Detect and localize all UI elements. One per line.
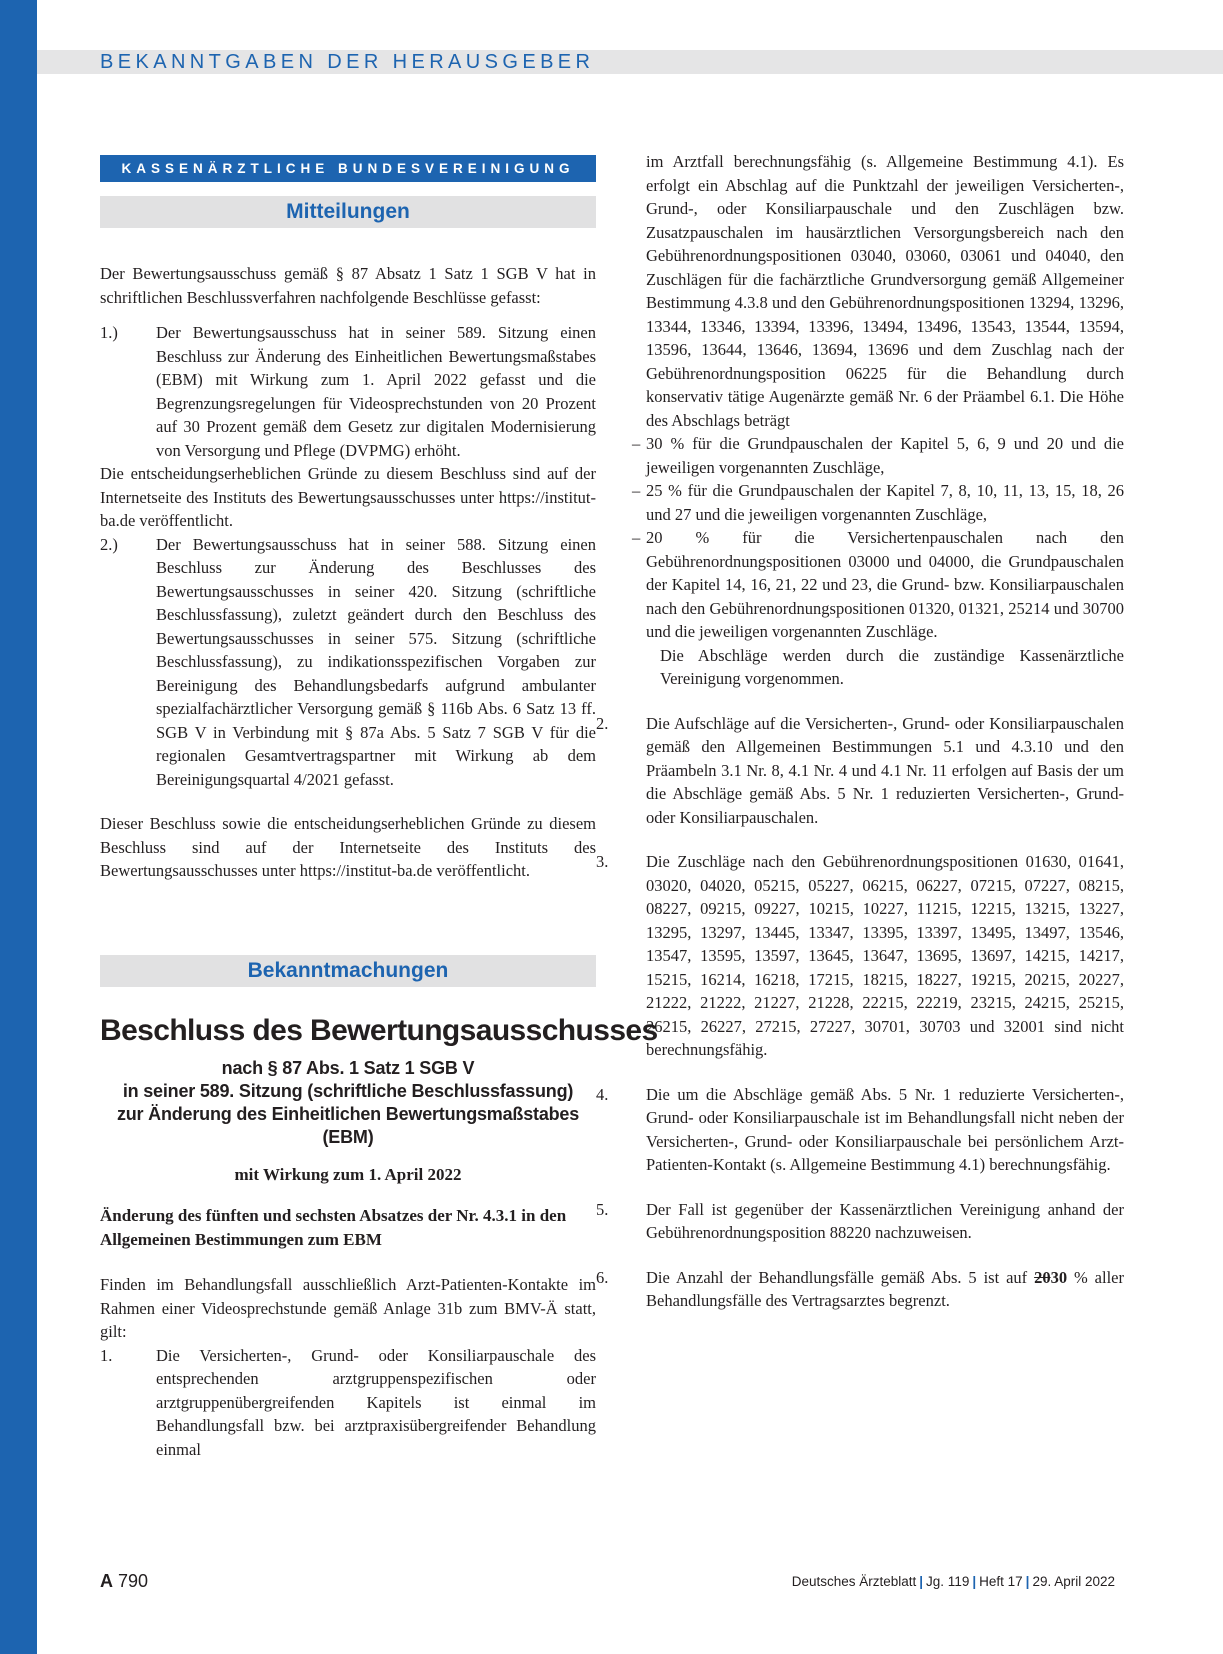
point-number: 1. (100, 1345, 113, 1365)
page-prefix: A (100, 1571, 113, 1591)
item-number: 1.) (100, 323, 118, 342)
point-5 (596, 1198, 1124, 1245)
subtitle-line-2: in seiner 589. Sitzung (schriftliche Beschlussfassung) (122, 1080, 574, 1101)
point-4 (596, 1083, 1124, 1177)
dash-text: 20 % für die Versichertenpauschalen nach den Gebührenordnungspositionen 03000 und 04000, die Grundpauschalen der Kapitel 14, 16, 21, 22 und 23, die Grund- bzw. Konsiliarpauschalen nach den Gebührenordnungspositionen 01320, 01321, 25214 und 30700 und die jeweiligen vorgenannten Zuschläge. (646, 528, 1124, 641)
point-text: Die Aufschläge auf die Versicherten-, Grund- oder Konsiliarpauschalen gemäß den Allgemeinen Bestimmungen 5.1 und 4.3.10 und den Präambeln 3.1 Nr. 8, 4.1 Nr. 4 und 4.1 Nr. 11 erfolgen auf Basis der um die Abschläge gemäß Abs. 5 Nr. 1 reduzierten Versicherten-, Grund- oder Konsiliarpauschalen. (646, 713, 1124, 827)
journal-date: 29. April 2022 (1032, 1574, 1115, 1589)
point-6-struck-value: 20 (1034, 1267, 1051, 1287)
point-text: Die Versicherten-, Grund- oder Konsiliarpauschale des entsprechenden arztgruppenspezifischen oder arztgruppenübergreifenden Kapitels ist einmal im Behandlungsfall bzw. bei arztpraxisübergreifender Behandlung einmal (156, 1345, 596, 1459)
point-number: 5. (596, 1199, 609, 1219)
mitteilungen-closing: Dieser Beschluss sowie die entscheidungserheblichen Gründe zu diesem Beschluss sind auf der Internetseite des Instituts des Bewertungsausschusses unter https://institut-ba.de veröffentlicht. (100, 814, 596, 880)
page-number (100, 1571, 148, 1592)
aenderung-heading: Änderung des fünften und sechsten Absatzes der Nr. 4.3.1 in den Allgemeinen Bestimmungen zum EBM (100, 1206, 567, 1249)
dash-mark: – (632, 481, 641, 500)
right-column (596, 150, 1124, 1313)
mitteilung-item-2 (100, 533, 596, 792)
item-text: Der Bewertungsausschuss hat in seiner 589. Sitzung einen Beschluss zur Änderung des Einheitlichen Bewertungsmaßstabes (EBM) mit Wirkung zum 1. April 2022 gefasst und die Begrenzungsregelungen für Videosprechstunden von 20 Prozent auf 30 Prozent gemäß dem Gesetz zur digitalen Modernisierung von Versorgung und Pflege (DVPMG) erhöht. (156, 323, 596, 460)
dash-mark: – (632, 528, 641, 547)
point-text: Der Fall ist gegenüber der Kassenärztlichen Vereinigung anhand der Gebührenordnungsposition 88220 nachzuweisen. (646, 1199, 1124, 1242)
point-6-after: % aller Behandlungsfälle des Vertragsarztes begrenzt. (646, 1267, 1124, 1310)
bekanntmachungen-heading: Bekanntmachungen (100, 955, 596, 987)
abschlaege-note: Die Abschläge werden durch die zuständige Kassenärztliche Vereinigung vorgenommen. (660, 645, 1124, 688)
left-color-stripe (0, 0, 37, 1654)
subtitle-line-3: zur Änderung des Einheitlichen Bewertungsmaßstabes (EBM) (116, 1103, 580, 1147)
dash-text: 25 % für die Grundpauschalen der Kapitel 7, 8, 10, 11, 13, 15, 18, 26 und 27 und die jeweiligen vorgenannten Zuschläge, (646, 481, 1124, 524)
point-3 (596, 850, 1124, 1062)
mitteilungen-heading: Mitteilungen (100, 196, 596, 228)
mitteilungen-intro: Der Bewertungsausschuss gemäß § 87 Absatz 1 Satz 1 SGB V hat in schriftlichen Beschlussverfahren nachfolgende Beschlüsse gefasst: (100, 264, 596, 307)
section-label: BEKANNTGABEN DER HERAUSGEBER (100, 51, 595, 73)
journal-issue: Heft 17 (979, 1574, 1023, 1589)
point-6 (596, 1266, 1124, 1313)
beschluss-title: Beschluss des Bewertungsausschusses (100, 1013, 658, 1047)
dash-item-2 (632, 479, 1124, 526)
separator: | (1025, 1574, 1030, 1589)
point-number: 4. (596, 1084, 609, 1104)
journal-info (792, 1574, 1115, 1589)
item-number: 2.) (100, 534, 118, 554)
point-number: 6. (596, 1267, 609, 1287)
left-column (100, 155, 658, 1461)
journal-name: Deutsches Ärzteblatt (791, 1574, 917, 1589)
point-text (646, 1266, 1124, 1313)
dash-text: 30 % für die Grundpauschalen der Kapitel 5, 6, 9 und 20 und die jeweiligen vorgenannten Zuschläge, (646, 434, 1124, 477)
item-text: Der Bewertungsausschuss hat in seiner 588. Sitzung einen Beschluss zur Änderung des Beschlusses des Bewertungsausschusses in seiner 420. Sitzung (schriftliche Beschlussfassung), zuletzt geändert durch den Beschluss des Bewertungsausschusses in seiner 575. Sitzung (schriftliche Beschlussfassung), zu indikationsspezifischen Vorgaben zur Bereinigung des Behandlungsbedarfs aufgrund ambulanter spezialfachärztlicher Versorgung gemäß § 116b Abs. 6 Satz 13 ff. SGB V in Verbindung mit § 87a Abs. 5 Satz 7 SGB V für die regionalen Gesamtvertragspartner mit Wirkung ab dem Bereinigungsquartal 4/2021 gefasst. (156, 534, 596, 789)
mitteilung-item-1 (100, 321, 596, 462)
page-number-value: 790 (118, 1571, 149, 1591)
point-number: 3. (596, 852, 609, 871)
bekanntmachung-intro: Finden im Behandlungsfall ausschließlich Arzt-Patienten-Kontakte im Rahmen einer Videosprechstunde gemäß Anlage 31b zum BMV-Ä statt, gilt: (100, 1275, 596, 1341)
mitteilung-item-1-note: Die entscheidungserheblichen Gründe zu diesem Beschluss sind auf der Internetseite des Instituts des Bewertungsausschusses unter https://institut-ba.de veröffentlicht. (100, 464, 596, 530)
point-text: Die um die Abschläge gemäß Abs. 5 Nr. 1 reduzierte Versicherten-, Grund- oder Konsiliarpauschale ist im Behandlungsfall nicht neben der Versicherten-, Grund- oder Konsiliarpauschale bei persönlichem Arzt-Patienten-Kontakt (s. Allgemeine Bestimmung 4.1) berechnungsfähig. (646, 1084, 1124, 1174)
wirkung-date: mit Wirkung zum 1. April 2022 (234, 1164, 462, 1184)
point-text: Die Zuschläge nach den Gebührenordnungspositionen 01630, 01641, 03020, 04020, 05215, 05227, 06215, 06227, 07215, 07227, 08215, 08227, 09215, 09227, 10215, 10227, 11215, 12215, 13215, 13227, 13295, 13297, 13445, 13347, 13395, 13397, 13495, 13497, 13546, 13547, 13595, 13597, 13645, 13647, 13695, 13697, 14215, 14217, 15215, 16214, 16218, 17215, 18215, 18227, 19215, 20215, 20227, 21222, 21222, 21227, 21228, 22215, 22219, 23215, 24215, 25215, 26215, 26227, 27215, 27227, 30701, 30703 und 32001 sind nicht berechnungsfähig. (646, 852, 1124, 1059)
point-1-start (100, 1344, 596, 1462)
journal-volume: Jg. 119 (926, 1574, 970, 1589)
point-6-new-value: 30 (1050, 1267, 1068, 1287)
point-number: 2. (596, 713, 609, 733)
dash-item-3 (632, 526, 1124, 644)
kbv-banner: KASSENÄRZTLICHE BUNDESVEREINIGUNG (100, 155, 596, 182)
point-2 (596, 712, 1124, 830)
subtitle-line-1: nach § 87 Abs. 1 Satz 1 SGB V (221, 1057, 475, 1078)
dash-mark: – (632, 434, 641, 453)
point-1-continued: im Arztfall berechnungsfähig (s. Allgemeine Bestimmung 4.1). Es erfolgt ein Abschlag auf die Punktzahl der jeweiligen Versicherten-, Grund-, oder Konsiliarpauschale und den Zuschlägen bzw. Zusatzpauschalen im hausärztlichen Versorgungsbereich nach den Gebührenordnungspositionen 03040, 03060, 03061 und 04040, den Zuschlägen für die fachärztliche Grundversorgung gemäß Allgemeiner Bestimmung 4.3.8 und den Gebührenordnungspositionen 13294, 13296, 13344, 13346, 13394, 13396, 13494, 13496, 13543, 13544, 13594, 13596, 13644, 13646, 13694, 13696 und dem Zuschlag nach der Gebührenordnungsposition 06225 für die Behandlung durch konservativ tätige Augenärzte gemäß Nr. 6 der Präambel 6.1. Die Höhe des Abschlags beträgt (646, 152, 1124, 430)
separator: | (972, 1574, 977, 1589)
dash-item-1 (632, 432, 1124, 479)
beschluss-subtitle (100, 1057, 596, 1149)
separator: | (919, 1574, 924, 1589)
point-6-before: Die Anzahl der Behandlungsfälle gemäß Abs. 5 ist auf (646, 1267, 1035, 1287)
